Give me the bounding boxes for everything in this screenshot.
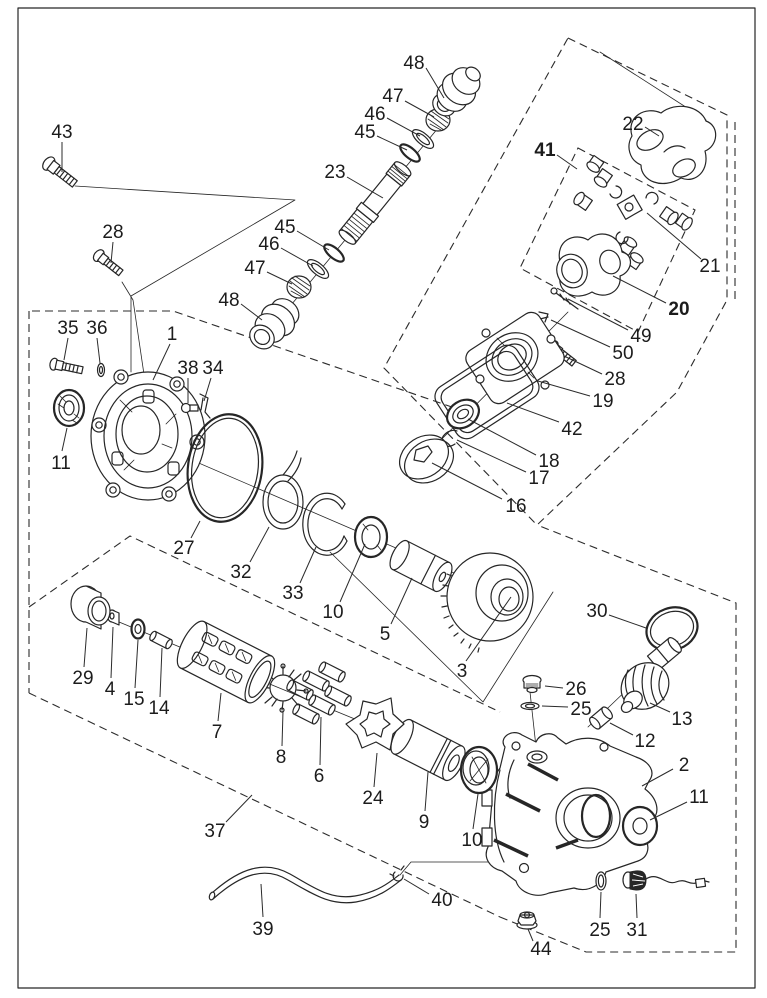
part-45-washer-lower — [322, 241, 347, 264]
callout-label-45: 45 — [354, 122, 376, 143]
callout-label-36: 36 — [86, 318, 108, 339]
callout-leader-32 — [250, 527, 269, 562]
callout-label-1: 1 — [166, 324, 178, 345]
part-10-bearing-upper — [355, 517, 387, 557]
callout-label-41: 41 — [534, 140, 556, 161]
callout-label-40: 40 — [431, 890, 453, 911]
callout-leader-42 — [507, 403, 559, 422]
callout-leader-48 — [241, 304, 262, 320]
part-25-washer-top — [521, 703, 539, 710]
callout-leader-36 — [97, 338, 100, 363]
callout-label-28: 28 — [102, 222, 124, 243]
callout-label-27: 27 — [173, 538, 195, 559]
callout-leader-35 — [64, 338, 68, 360]
part-23-prop-shaft — [336, 159, 414, 247]
part-11-seal-left — [54, 390, 84, 426]
boundary-clutch-diagonal — [29, 693, 500, 917]
callout-label-24: 24 — [362, 788, 384, 809]
part-12-plug — [588, 705, 615, 731]
callout-label-10: 10 — [322, 602, 344, 623]
callout-label-21: 21 — [699, 256, 721, 277]
callout-leader-8 — [282, 711, 283, 746]
callout-leader-48 — [426, 68, 444, 98]
callout-label-20: 20 — [668, 299, 690, 320]
callout-label-44: 44 — [530, 939, 552, 960]
callout-label-25: 25 — [570, 699, 592, 720]
callout-leader-28 — [111, 242, 113, 263]
part-13-pinion-gear — [612, 636, 684, 719]
part-48-boot-upper — [428, 62, 485, 120]
part-47-nut-lower — [287, 276, 311, 298]
callout-label-9: 9 — [418, 812, 430, 833]
callout-label-25: 25 — [589, 920, 611, 941]
callout-leader-47 — [405, 101, 434, 117]
part-14-pin — [148, 630, 173, 649]
callout-label-22: 22 — [622, 114, 644, 135]
part-20-yoke-lower — [552, 234, 630, 296]
callout-leader-39 — [261, 884, 263, 917]
callout-label-19: 19 — [592, 391, 614, 412]
callout-leader-6 — [320, 717, 321, 765]
callout-label-42: 42 — [561, 419, 583, 440]
callout-leader-46 — [387, 118, 420, 136]
part-26-vent-plug — [523, 676, 541, 693]
callout-label-33: 33 — [282, 583, 304, 604]
callout-label-47: 47 — [382, 86, 404, 107]
callout-label-3: 3 — [456, 661, 468, 682]
callout-leader-15 — [135, 640, 138, 688]
callout-leader-7 — [218, 693, 221, 721]
part-7-roller-cage — [171, 617, 280, 707]
callout-label-14: 14 — [148, 698, 170, 719]
callout-leader-11 — [62, 428, 67, 451]
callout-leader-37 — [226, 795, 252, 822]
part-43-bolt — [40, 155, 79, 190]
hose-connection-line — [400, 862, 497, 875]
callout-label-38: 38 — [177, 358, 199, 379]
callout-label-47: 47 — [244, 258, 266, 279]
part-38-plug — [182, 404, 199, 413]
callout-label-29: 29 — [72, 668, 94, 689]
part-35-bolt — [49, 358, 84, 377]
callout-leader-49 — [568, 299, 628, 330]
callout-label-8: 8 — [275, 747, 287, 768]
part-36-washer — [98, 364, 105, 377]
callout-label-17: 17 — [528, 468, 550, 489]
callout-leader-25 — [542, 706, 568, 707]
callout-label-35: 35 — [57, 318, 79, 339]
callout-leader-30 — [609, 615, 646, 628]
callout-leader-25 — [600, 892, 601, 918]
callout-leader-45 — [297, 231, 329, 250]
callout-label-30: 30 — [586, 601, 608, 622]
callout-label-23: 23 — [324, 162, 346, 183]
callout-label-10: 10 — [461, 830, 483, 851]
callout-leader-17 — [457, 440, 526, 472]
part-46-washer-lower — [305, 256, 332, 281]
part-25-o-ring-bottom — [596, 872, 606, 890]
callout-leader-20 — [613, 276, 666, 303]
part-10-bearing-lower — [461, 747, 497, 793]
callout-leader-33 — [300, 547, 316, 583]
callout-label-48: 48 — [403, 53, 425, 74]
callout-label-28: 28 — [604, 369, 626, 390]
callout-leader-46 — [281, 248, 313, 266]
callout-label-32: 32 — [230, 562, 252, 583]
part-11-seal-right — [623, 807, 657, 845]
callout-label-49: 49 — [630, 326, 652, 347]
part-45-washer-upper — [398, 141, 423, 164]
callout-leader-45 — [377, 136, 407, 150]
part-15-washer — [132, 620, 145, 639]
callout-label-46: 46 — [258, 234, 280, 255]
part-28-bolt-left — [91, 248, 125, 278]
callout-label-18: 18 — [538, 451, 560, 472]
callout-label-15: 15 — [123, 689, 145, 710]
callout-label-13: 13 — [671, 709, 693, 730]
callout-leader-10 — [473, 794, 478, 829]
callout-label-2: 2 — [678, 755, 690, 776]
part-44-nut — [517, 912, 537, 929]
callout-leader-40 — [404, 879, 429, 894]
part-39-breather-hose — [208, 867, 401, 903]
callout-label-6: 6 — [313, 766, 325, 787]
part-48-boot-lower — [245, 293, 304, 354]
callout-label-12: 12 — [634, 731, 656, 752]
callout-label-11: 11 — [51, 453, 71, 474]
callout-leader-31 — [636, 894, 637, 918]
callout-leader-26 — [545, 686, 563, 688]
part-16-thrust-washer — [391, 426, 461, 492]
callout-leader-9 — [425, 772, 428, 811]
part-3-ring-gear — [441, 553, 533, 652]
callout-leader-24 — [374, 753, 377, 787]
callout-label-4: 4 — [104, 679, 116, 700]
callout-label-26: 26 — [565, 679, 587, 700]
callout-label-34: 34 — [202, 358, 224, 379]
callout-label-11: 11 — [689, 787, 709, 808]
callout-leader-47 — [267, 272, 292, 284]
callout-leader-16 — [432, 463, 502, 499]
callout-leader-50 — [551, 320, 610, 347]
callout-label-37: 37 — [204, 821, 226, 842]
callout-label-50: 50 — [612, 343, 634, 364]
callout-leader-4 — [111, 627, 113, 678]
part-29-cup — [71, 586, 110, 629]
callout-label-43: 43 — [51, 122, 73, 143]
callout-leader-12 — [610, 723, 633, 735]
callout-leader-29 — [84, 628, 87, 667]
part-31-sensor — [623, 871, 709, 890]
part-32-spiral-ring — [263, 451, 303, 529]
callout-leader-10 — [340, 544, 365, 602]
callout-label-16: 16 — [505, 496, 527, 517]
callout-label-46: 46 — [364, 104, 386, 125]
part-19-bearing-housing — [462, 309, 568, 408]
callout-label-39: 39 — [252, 919, 274, 940]
callout-label-48: 48 — [218, 290, 240, 311]
callout-label-7: 7 — [211, 722, 223, 743]
callout-label-31: 31 — [626, 920, 648, 941]
callout-leader-27 — [191, 521, 200, 538]
callout-label-5: 5 — [379, 624, 391, 645]
callout-label-45: 45 — [274, 217, 296, 238]
callout-leader-5 — [391, 578, 412, 624]
callout-leader-14 — [160, 648, 162, 697]
